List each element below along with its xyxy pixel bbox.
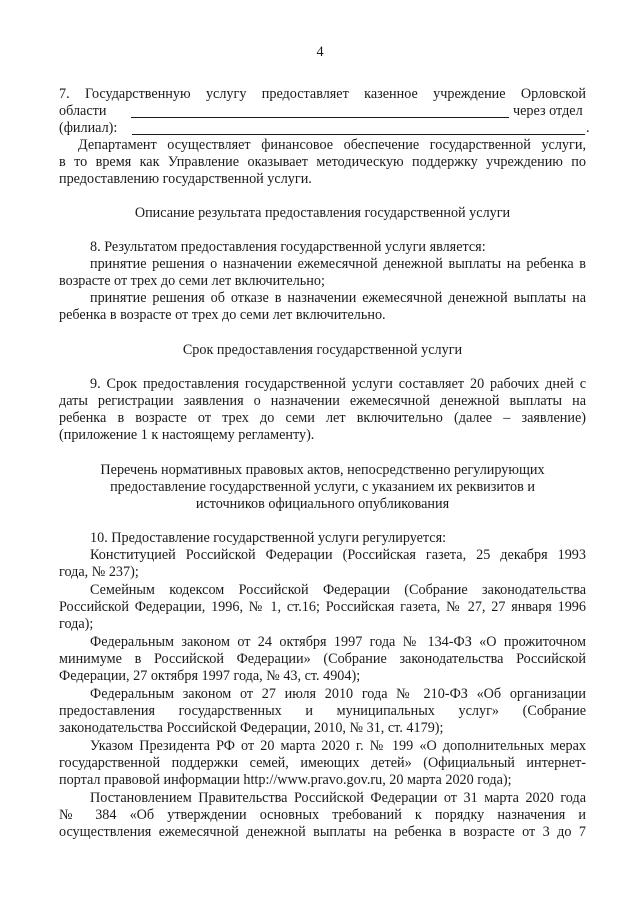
p7-line-3-end: . <box>586 120 590 136</box>
p10-line-17: № 384 «Об утверждении основных требований к порядку назначения и <box>59 807 586 823</box>
p9-line-3: ребенка в возрасте от трех до семи лет включительно (далее – заявление) <box>59 410 586 426</box>
p8-line-1: 8. Результатом предоставления государственной услуги является: <box>90 239 486 255</box>
p8-line-3: возрасте от трех до семи лет включительно; <box>59 273 325 289</box>
p10-line-18: осуществления ежемесячной денежной выплаты на ребенка в возрасте от 3 до 7 <box>59 824 586 840</box>
p7-line-2-end: через отдел <box>513 103 583 119</box>
section-heading-acts-3: источников официального опубликования <box>195 496 450 512</box>
p10-line-4: Семейным кодексом Российской Федерации (Собрание законодательства <box>90 582 586 598</box>
p10-line-8: минимуме в Российской Федерации» (Собрание законодательства Российской <box>59 651 586 667</box>
blank-field-region <box>131 117 509 118</box>
p7-line-3: (филиал): <box>59 120 118 136</box>
p10-line-9: Федерации, 27 октября 1997 года, № 43, ст. 4904); <box>59 668 361 684</box>
blank-field-branch <box>132 134 585 135</box>
p10-line-10: Федеральным законом от 27 июля 2010 года № 210-ФЗ «Об организации <box>90 686 586 702</box>
p10-line-12: законодательства Российской Федерации, 2010, № 31, ст. 4179); <box>59 720 444 736</box>
p10-line-6: года); <box>59 616 94 632</box>
p10-line-14: государственной поддержки семей, имеющих детей» (Официальный интернет- <box>59 755 586 771</box>
p10-line-11: предоставления государственных и муниципальных услуг» (Собрание <box>59 703 586 719</box>
p10-line-16: Постановлением Правительства Российской Федерации от 31 марта 2020 года <box>90 790 586 806</box>
p10-line-7: Федеральным законом от 24 октября 1997 года № 134-ФЗ «О прожиточном <box>90 634 586 650</box>
p10-line-15: портал правовой информации http://www.pravo.gov.ru, 20 марта 2020 года); <box>59 772 512 788</box>
p8-line-2: принятие решения о назначении ежемесячной денежной выплаты на ребенка в <box>90 256 586 272</box>
p7b-line-3: предоставлению государственной услуги. <box>59 171 312 187</box>
section-heading-acts-2: предоставление государственной услуги, с указанием их реквизитов и <box>110 479 535 495</box>
section-heading-acts-1: Перечень нормативных правовых актов, непосредственно регулирующих <box>100 462 545 478</box>
p10-line-13: Указом Президента РФ от 20 марта 2020 г. № 199 «О дополнительных мерах <box>90 738 586 754</box>
p10-line-1: 10. Предоставление государственной услуги регулируется: <box>90 530 447 546</box>
p10-line-5: Российской Федерации, 1996, № 1, ст.16; Российская газета, № 27, 27 января 1996 <box>59 599 586 615</box>
section-heading-term: Срок предоставления государственной услуги <box>182 342 463 358</box>
p10-line-3: года, № 237); <box>59 564 139 580</box>
p7-line-1: 7. Государственную услугу предоставляет казенное учреждение Орловской <box>59 86 586 102</box>
p7b-line-1: Департамент осуществляет финансовое обеспечение государственной услуги, <box>78 137 586 153</box>
p10-line-2: Конституцией Российской Федерации (Российская газета, 25 декабря 1993 <box>90 547 586 563</box>
p9-line-4: (приложение 1 к настоящему регламенту). <box>59 427 315 443</box>
page-number: 4 <box>316 44 324 60</box>
p7b-line-2: в то время как Управление оказывает методическую поддержку учреждению по <box>59 154 586 170</box>
section-heading-result: Описание результата предоставления государственной услуги <box>134 205 511 221</box>
p9-line-1: 9. Срок предоставления государственной услуги составляет 20 рабочих дней с <box>90 376 586 392</box>
p9-line-2: даты регистрации заявления о назначении ежемесячной денежной выплаты на <box>59 393 586 409</box>
p8-line-4: принятие решения об отказе в назначении ежемесячной денежной выплаты на <box>90 290 586 306</box>
p7-line-2: области <box>59 103 107 119</box>
p8-line-5: ребенка в возрасте от трех до семи лет включительно. <box>59 307 386 323</box>
